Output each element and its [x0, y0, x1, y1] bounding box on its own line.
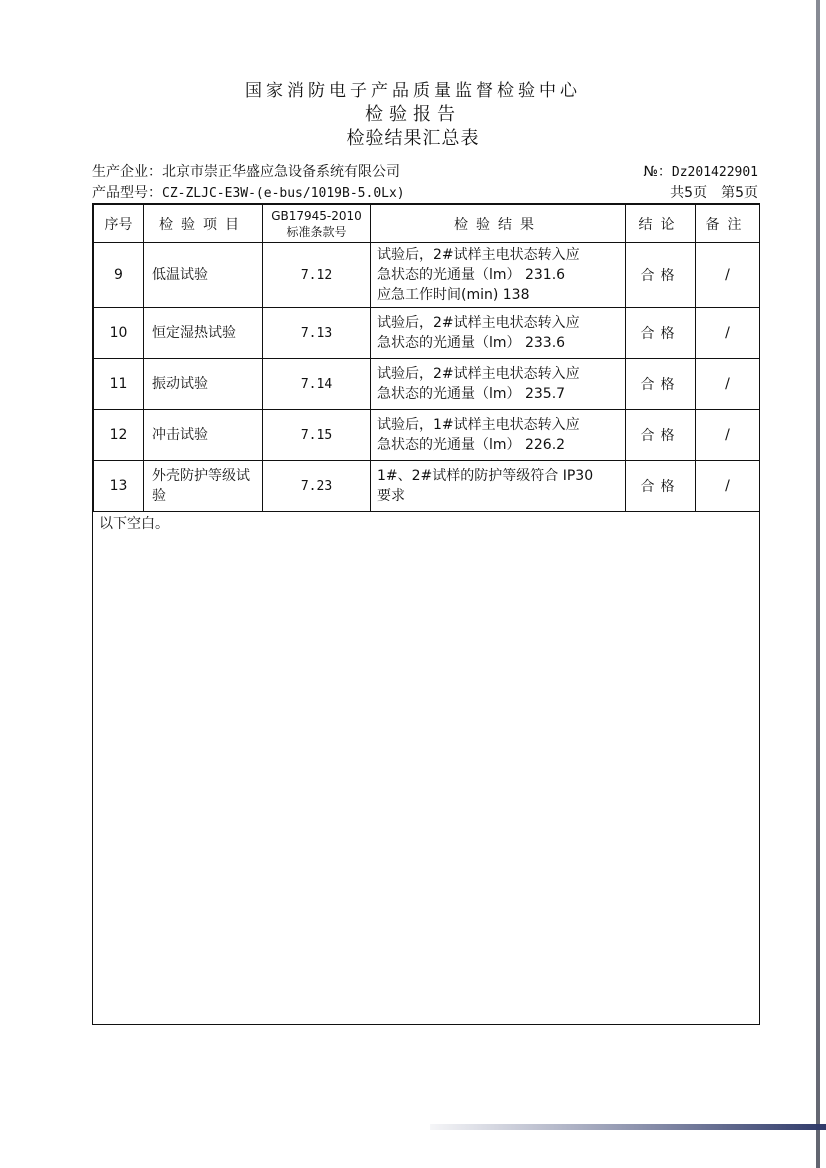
current-page: 第5页 — [721, 185, 758, 201]
row-conclusion: 合格 — [626, 243, 696, 308]
row-standard: 7.15 — [263, 410, 371, 461]
row-item: 外壳防护等级试验 — [144, 461, 263, 512]
row-remark: / — [696, 461, 760, 512]
row-number: 12 — [94, 410, 144, 461]
model-value: CZ-ZLJC-E3W-(e-bus/1019B-5.0Lx) — [162, 186, 405, 201]
row-standard: 7.23 — [263, 461, 371, 512]
header-no: 序号 — [94, 205, 144, 243]
result-line: 急状态的光通量（lm） 235.7 — [377, 386, 566, 402]
table-row — [94, 410, 760, 461]
row-number: 10 — [94, 308, 144, 359]
header-standard-line1: GB17945-2010 — [271, 208, 362, 223]
row-remark: / — [696, 359, 760, 410]
row-number: 13 — [94, 461, 144, 512]
total-pages: 共5页 — [670, 185, 708, 201]
report-no-value: Dz201422901 — [671, 165, 758, 180]
page-indicator — [670, 182, 758, 202]
row-result — [371, 461, 626, 512]
report-title: 检验报告 — [365, 104, 461, 125]
results-table — [93, 204, 760, 512]
summary-title: 检验结果汇总表 — [346, 128, 480, 149]
row-item: 恒定湿热试验 — [144, 308, 263, 359]
row-remark: / — [696, 308, 760, 359]
result-line: 试验后，2#试样主电状态转入应 — [377, 247, 580, 263]
result-line: 试验后，2#试样主电状态转入应 — [377, 315, 580, 331]
model-line — [92, 182, 760, 202]
result-line: 急状态的光通量（lm） 233.6 — [377, 335, 566, 351]
report-number — [643, 161, 758, 181]
scan-edge-bottom — [430, 1124, 826, 1130]
model-label: 产品型号： — [92, 185, 162, 201]
result-line: 试验后，1#试样主电状态转入应 — [377, 417, 580, 433]
row-result — [371, 410, 626, 461]
manufacturer-line — [92, 161, 760, 181]
table-row — [94, 461, 760, 512]
row-number: 11 — [94, 359, 144, 410]
manufacturer-label: 生产企业： — [92, 164, 162, 180]
result-line: 急状态的光通量（lm） 226.2 — [377, 437, 566, 453]
row-conclusion: 合格 — [626, 359, 696, 410]
row-result — [371, 308, 626, 359]
row-item: 冲击试验 — [144, 410, 263, 461]
header-result: 检验结果 — [371, 205, 626, 243]
table-row — [94, 243, 760, 308]
header-standard-line2: 标准条款号 — [286, 224, 347, 239]
report-box — [92, 203, 760, 1025]
scan-edge-right — [816, 0, 820, 1168]
row-conclusion: 合格 — [626, 461, 696, 512]
header-row — [94, 205, 760, 243]
row-item: 低温试验 — [144, 243, 263, 308]
manufacturer-value: 北京市崇正华盛应急设备系统有限公司 — [162, 164, 400, 180]
row-remark: / — [696, 243, 760, 308]
row-standard: 7.12 — [263, 243, 371, 308]
row-remark: / — [696, 410, 760, 461]
blank-note: 以下空白。 — [99, 516, 169, 532]
row-standard: 7.14 — [263, 359, 371, 410]
row-item: 振动试验 — [144, 359, 263, 410]
row-standard: 7.13 — [263, 308, 371, 359]
report-no-label: №： — [643, 164, 672, 180]
header-standard — [263, 205, 371, 243]
row-conclusion: 合格 — [626, 410, 696, 461]
result-line: 试验后，2#试样主电状态转入应 — [377, 366, 580, 382]
row-result — [371, 243, 626, 308]
row-result — [371, 359, 626, 410]
center-name: 国家消防电子产品质量监督检验中心 — [245, 81, 581, 101]
table-row — [94, 308, 760, 359]
header-conclusion: 结论 — [626, 205, 696, 243]
header-remark: 备注 — [696, 205, 760, 243]
header-item: 检验项目 — [144, 205, 263, 243]
result-line: 急状态的光通量（lm） 231.6 — [377, 267, 566, 283]
table-row — [94, 359, 760, 410]
row-number: 9 — [94, 243, 144, 308]
result-line: 要求 — [377, 488, 405, 504]
result-line: 1#、2#试样的防护等级符合 IP30 — [377, 468, 594, 484]
result-line: 应急工作时间(min) 138 — [377, 287, 530, 303]
row-conclusion: 合格 — [626, 308, 696, 359]
